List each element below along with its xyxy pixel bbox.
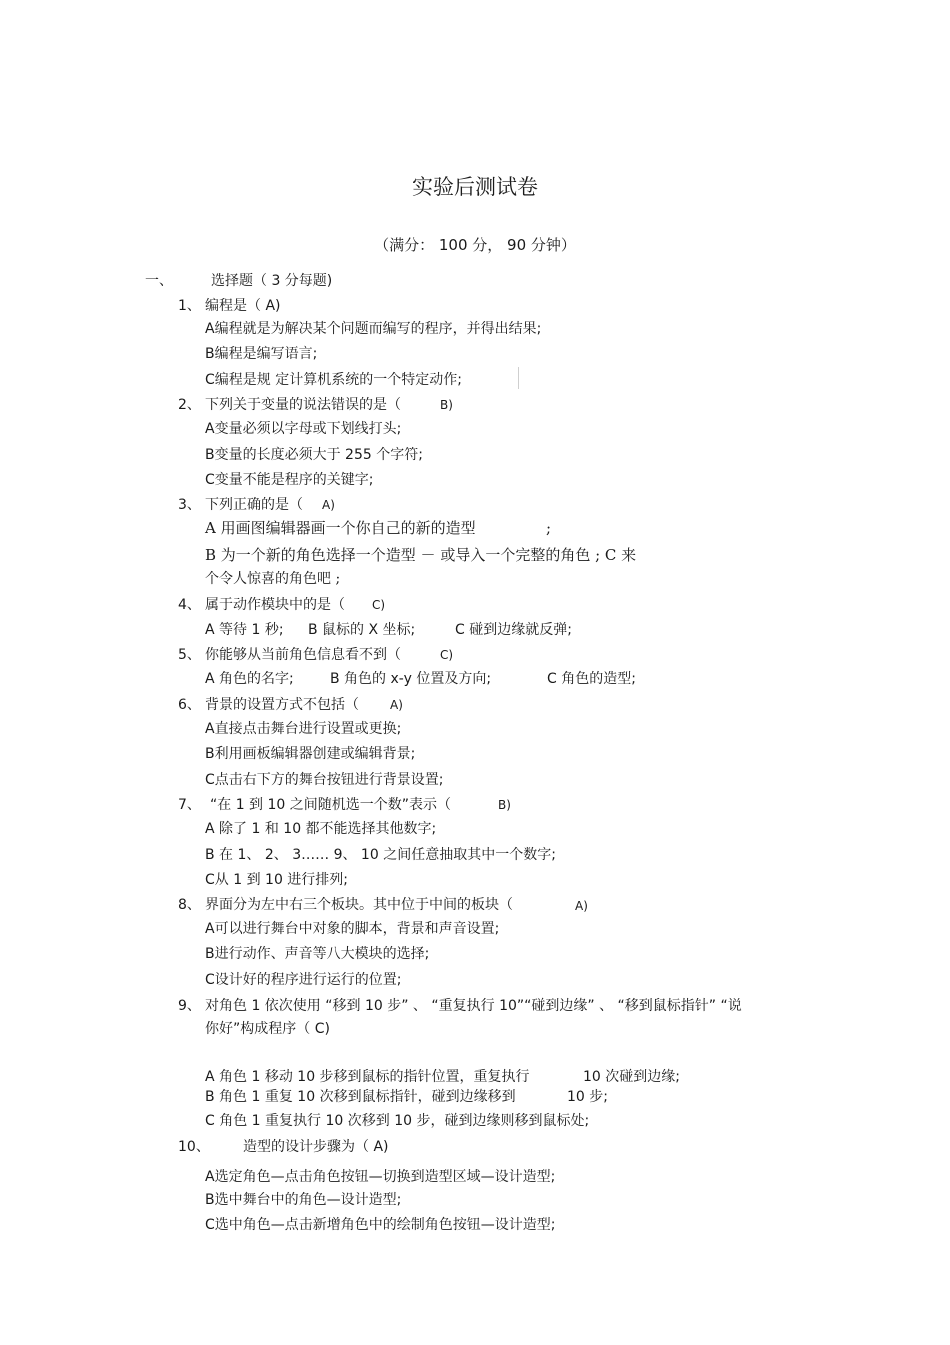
section-number: 一、 <box>145 273 173 289</box>
option-c: C编程是规 定计算机系统的一个特定动作; <box>205 372 462 388</box>
question-stem: 造型的设计步骤为（ A) <box>243 1139 389 1155</box>
question-answer: C) <box>440 648 454 662</box>
option-b: B 鼠标的 X 坐标; <box>308 622 416 638</box>
question-number: 10、 <box>178 1139 210 1155</box>
option-a: A 用画图编辑器画一个你自己的新的造型 <box>205 519 476 537</box>
option-b: B利用画板编辑器创建或编辑背景; <box>205 746 416 762</box>
option-a-end: ; <box>546 519 552 537</box>
option-a: A选定角色—点击角色按钮—切换到造型区域—设计造型; <box>205 1169 556 1185</box>
option-b: B进行动作、声音等八大模块的选择; <box>205 946 430 962</box>
option-a: A 角色的名字; <box>205 671 294 687</box>
option-a: A变量必须以字母或下划线打头; <box>205 421 402 437</box>
question-number: 2、 <box>178 397 201 413</box>
page-subtitle: （满分： 100 分， 90 分钟） <box>374 236 576 254</box>
option-a: A直接点击舞台进行设置或更换; <box>205 721 402 737</box>
question-answer: A) <box>390 698 403 712</box>
question-stem: 界面分为左中右三个板块。其中位于中间的板块（ <box>205 897 513 913</box>
question-number: 3、 <box>178 497 201 513</box>
option-c-continued: 个令人惊喜的角色吧 ; <box>205 571 341 587</box>
option-c: C从 1 到 10 进行排列; <box>205 872 349 888</box>
section-label: 选择题（ 3 分每题) <box>211 273 333 289</box>
page-title: 实验后测试卷 <box>412 175 538 199</box>
option-c: C选中角色—点击新增角色中的绘制角色按钮—设计造型; <box>205 1217 556 1233</box>
option-c: C 角色 1 重复执行 10 次移到 10 步，碰到边缘则移到鼠标处; <box>205 1113 590 1129</box>
question-stem: 下列正确的是（ <box>205 497 303 513</box>
option-c: C点击右下方的舞台按钮进行背景设置; <box>205 772 444 788</box>
question-stem: 属于动作模块中的是（ <box>205 597 345 613</box>
question-answer: A) <box>322 498 335 512</box>
question-answer: A) <box>575 899 588 913</box>
question-stem: 背景的设置方式不包括（ <box>205 697 359 713</box>
question-stem: “在 1 到 10 之间随机选一个数”表示（ <box>210 797 452 813</box>
option-b: B 角色 1 重复 10 次移到鼠标指针，碰到边缘移到 <box>205 1089 516 1105</box>
option-b: B选中舞台中的角色—设计造型; <box>205 1192 402 1208</box>
question-stem-continued: 你好”构成程序（ C) <box>205 1021 330 1037</box>
option-c: C设计好的程序进行运行的位置; <box>205 972 402 988</box>
question-number: 8、 <box>178 897 201 913</box>
option-a-end: 10 次碰到边缘; <box>583 1069 680 1085</box>
question-stem: 下列关于变量的说法错误的是（ <box>205 397 401 413</box>
option-c: C 角色的造型; <box>547 671 636 687</box>
option-c: C 碰到边缘就反弹; <box>455 622 572 638</box>
question-stem: 编程是（ A) <box>205 298 281 314</box>
option-a: A 除了 1 和 10 都不能选择其他数字; <box>205 821 437 837</box>
question-number: 7、 <box>178 797 201 813</box>
scan-mark <box>518 367 519 389</box>
option-b: B编程是编写语言; <box>205 346 318 362</box>
question-number: 5、 <box>178 647 201 663</box>
question-number: 6、 <box>178 697 201 713</box>
option-a: A可以进行舞台中对象的脚本，背景和声音设置; <box>205 921 500 937</box>
question-number: 4、 <box>178 597 201 613</box>
question-stem: 你能够从当前角色信息看不到（ <box>205 647 401 663</box>
question-answer: B) <box>498 798 511 812</box>
option-b: B 角色的 x-y 位置及方向; <box>330 671 492 687</box>
option-a: A 角色 1 移动 10 步移到鼠标的指针位置，重复执行 <box>205 1069 530 1085</box>
option-a: A 等待 1 秒; <box>205 622 284 638</box>
option-b: B变量的长度必须大于 255 个字符; <box>205 447 423 463</box>
question-stem: 对角色 1 依次使用 “移到 10 步” 、 “重复执行 10”“碰到边缘” 、 “移到鼠标指针” “说 <box>205 998 742 1014</box>
question-answer: C) <box>372 598 386 612</box>
option-c: C变量不能是程序的关键字; <box>205 472 374 488</box>
question-answer: B) <box>440 398 453 412</box>
option-a: A编程就是为解决某个问题而编写的程序，并得出结果; <box>205 321 542 337</box>
option-b: B 为一个新的角色选择一个造型 － 或导入一个完整的角色 ; C 来 <box>205 546 637 564</box>
question-number: 1、 <box>178 298 201 314</box>
option-b-end: 10 步; <box>567 1089 608 1105</box>
question-number: 9、 <box>178 998 201 1014</box>
option-b: B 在 1、 2、 3…… 9、 10 之间任意抽取其中一个数字; <box>205 847 556 863</box>
